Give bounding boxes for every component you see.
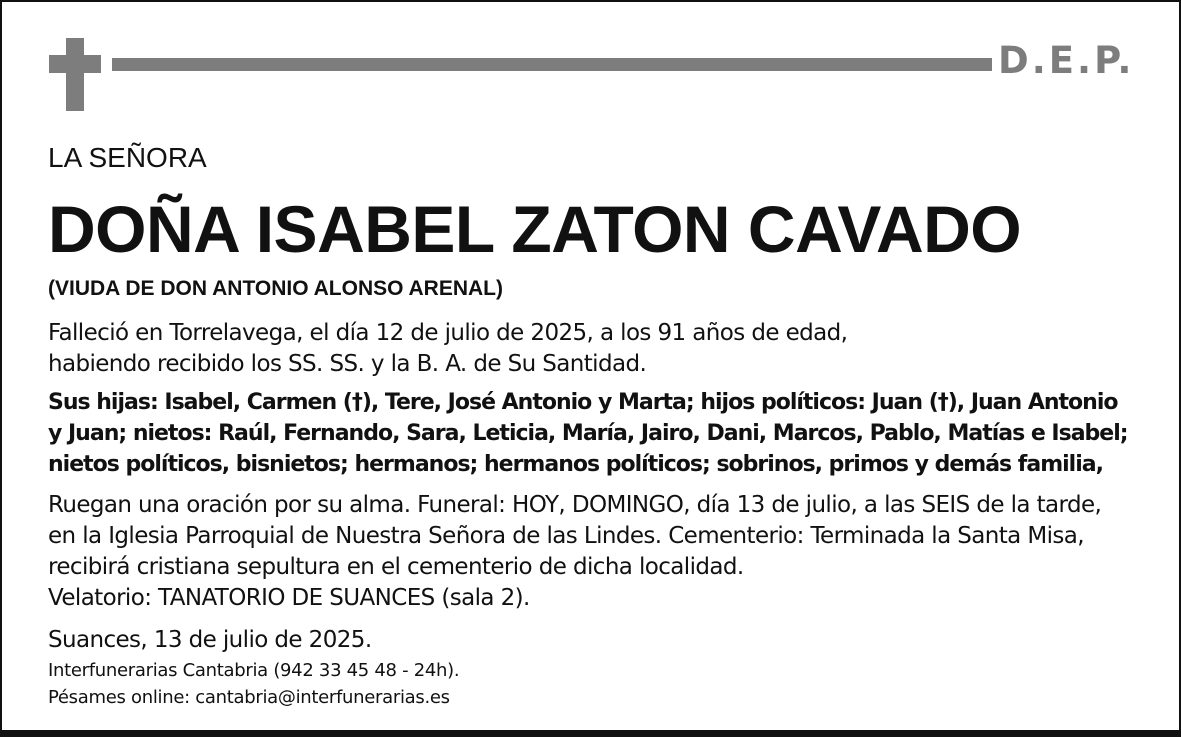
family-line: nietos políticos, bisnietos; hermanos; hermanos políticos; sobrinos, primos y demás familia,	[48, 452, 1103, 477]
cross-horizontal-bar	[49, 55, 101, 73]
widow-of-line: (VIUDA DE DON ANTONIO ALONSO ARENAL)	[48, 277, 503, 300]
death-paragraph	[48, 318, 847, 380]
service-paragraph	[48, 490, 1101, 614]
death-line: habiendo recibido los SS. SS. y la B. A. de Su Santidad.	[48, 351, 647, 377]
service-line: Velatorio: TANATORIO DE SUANCES (sala 2).	[48, 585, 530, 611]
family-line: y Juan; nietos: Raúl, Fernando, Sara, Leticia, María, Jairo, Dani, Marcos, Pablo, Matías e Isabel;	[48, 421, 1128, 446]
service-line: recibirá cristiana sepultura en el cementerio de dicha localidad.	[48, 554, 744, 580]
funeral-home-contact: Interfunerarias Cantabria (942 33 45 48 - 24h).	[48, 660, 460, 681]
death-line: Falleció en Torrelavega, el día 12 de julio de 2025, a los 91 años de edad,	[48, 320, 848, 346]
family-line: Sus hijas: Isabel, Carmen (†), Tere, José Antonio y Marta; hijos políticos: Juan (†), Juan Antonio	[48, 390, 1118, 415]
service-line: en la Iglesia Parroquial de Nuestra Señora de las Lindes. Cementerio: Terminada la Santa Misa,	[48, 523, 1085, 549]
header-rule	[112, 58, 992, 71]
dep-heading: D.E.P.	[998, 39, 1135, 82]
service-line: Ruegan una oración por su alma. Funeral: HOY, DOMINGO, día 13 de julio, a las SEIS de la tarde,	[48, 492, 1102, 518]
condolences-contact: Pésames online: cantabria@interfunerarias.es	[48, 687, 450, 708]
family-paragraph	[48, 387, 1128, 480]
cross-vertical-bar	[66, 38, 84, 111]
place-date: Suances, 13 de julio de 2025.	[48, 627, 372, 653]
title-label: LA SEÑORA	[48, 142, 207, 173]
deceased-name: DOÑA ISABEL ZATON CAVADO	[48, 192, 1022, 266]
